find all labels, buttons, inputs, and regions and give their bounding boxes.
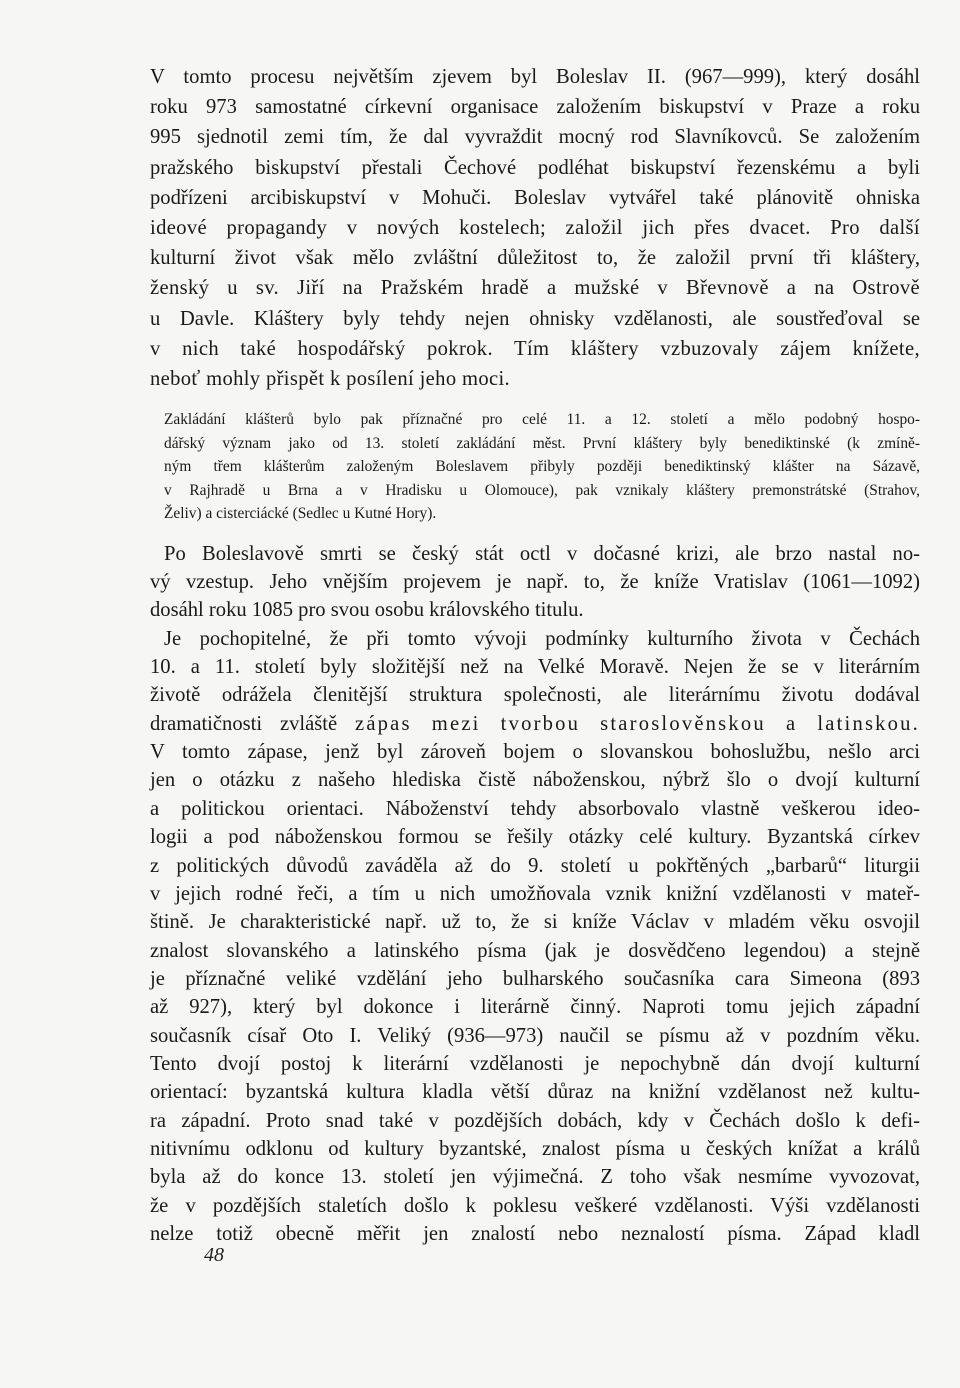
paragraph-main [150, 540, 920, 1249]
text-line: že v pozdějších staletích došlo k poklesu veškeré vzdělanosti. Výši vzdělanosti [150, 1194, 920, 1217]
text-line: 10. a 11. století byly složitější než na Velké Moravě. Nejen že se v literárním [150, 656, 920, 679]
text-line: a politickou orientaci. Náboženství tehdy absorbovalo vlastně veškerou ideo- [150, 797, 920, 820]
text-line: V tomto procesu největším zjevem byl Boleslav II. (967—999), který dosáhl [150, 66, 920, 88]
text-line: ideové propagandy v nových kostelech; založil jich přes dvacet. Pro další [150, 217, 920, 240]
text-run: dramatičnosti zvláště [150, 712, 355, 735]
text-line: kulturní život však mělo zvláštní důležitost to, že založil první tři kláštery, [150, 247, 920, 270]
text-line: vý vzestup. Jeho vnějším projevem je např. to, že kníže Vratislav (1061—1092) [150, 571, 920, 594]
text-line: životě odrážela členitější struktura společnosti, ale literárnímu životu dodával [150, 684, 920, 707]
text-line: neboť mohly přispět k posílení jeho moci. [150, 368, 511, 391]
text-line: orientací: byzantská kultura kladla větší důraz na knižní vzdělanost než kultu- [150, 1081, 920, 1104]
text-line: jen o otázku z našeho hlediska čistě náboženskou, nýbrž šlo o dvojí kulturní [150, 769, 920, 792]
text-line: nelze totiž obecně měřit jen znalostí nebo neznalostí písma. Západ kladl [150, 1222, 920, 1245]
text-line: z politických důvodů zaváděla až do 9. století u pokřtěných „barbarů“ liturgii [150, 854, 920, 877]
text-line: Tento dvojí postoj k literární vzdělanosti je nepochybně dán dvojí kulturní [150, 1052, 920, 1075]
text-line: ženský u sv. Jiří na Pražském hradě a mužské v Břevnově a na Ostrově [150, 277, 920, 300]
note-line: v Rajhradě u Brna a v Hradisku u Olomouce), pak vznikaly kláštery premonstrátské (Strahov, [164, 481, 920, 499]
note-line: Želiv) a cisterciácké (Sedlec u Kutné Hory). [164, 505, 437, 523]
text-line: znalost slovanského a latinského písma (jak je dosvědčeno legendou) a stejně [150, 939, 920, 962]
text-line: ra západní. Proto snad také v pozdějších dobách, kdy v Čechách došlo k defi- [150, 1109, 920, 1132]
page-text [150, 62, 920, 1248]
text-line: je příznačné veliké vzdělání jeho bulharského současníka cara Simeona (893 [150, 967, 920, 990]
text-line: podřízeni arcibiskupství v Mohuči. Boleslav vytvářel také plánovitě ohniska [150, 186, 920, 209]
text-line: V tomto zápase, jenž byl zároveň bojem o slovanskou bohoslužbu, nešlo arci [150, 741, 920, 764]
note-line: ným třem klášterům založeným Boleslavem přibyly později benediktinský klášter na Sázavě, [164, 458, 920, 476]
text-line: Je pochopitelné, že při tomto vývoji podmínky kulturního života v Čechách [164, 627, 920, 650]
text-line: dosáhl roku 1085 pro svou osobu královského titulu. [150, 599, 584, 622]
text-line: až 927), který byl dokonce i literárně činný. Naproti tomu jejich západní [150, 996, 920, 1019]
text-line: roku 973 samostatné církevní organisace založením biskupství v Praze a roku [150, 96, 920, 119]
text-line: současník císař Oto I. Veliký (936—973) naučil se písmu až v pozdním věku. [150, 1024, 920, 1047]
note-small-print [150, 408, 920, 526]
text-line: 995 sjednotil zemi tím, že dal vyvraždit mocný rod Slavníkovců. Se založením [150, 126, 920, 149]
text-line: štině. Je charakteristické např. už to, že si kníže Václav v mladém věku osvojil [150, 911, 920, 934]
text-line: pražského biskupství přestali Čechové podléhat biskupství řezenskému a byli [150, 156, 920, 179]
page-number: 48 [204, 1244, 224, 1266]
text-line: Po Boleslavově smrti se český stát octl v dočasné krizi, ale brzo nastal no- [164, 542, 920, 565]
note-line: dářský význam jako od 13. století zakládání měst. První kláštery byly benediktinské (k zmíně- [164, 434, 920, 452]
emphasized-phrase: zápas mezi tvorbou staroslověnskou a latinskou. [354, 712, 920, 735]
text-line: u Davle. Kláštery byly tehdy nejen ohnisky vzdělanosti, ale soustřeďoval se [150, 307, 920, 330]
text-line-emphasis [150, 710, 920, 738]
paragraph-intro [150, 62, 920, 394]
note-line: Zakládání klášterů bylo pak příznačné pro celé 11. a 12. století a mělo podobný hospo- [164, 411, 920, 429]
text-line: byla až do konce 13. století jen výjimečná. Z toho však nesmíme vyvozovat, [150, 1166, 920, 1189]
text-line: nitivnímu odklonu od kultury byzantské, znalost písma u českých knížat a králů [150, 1137, 920, 1160]
text-line: v jejich rodné řeči, a tím u nich umožňovala vznik knižní vzdělanosti v mateř- [150, 882, 920, 905]
text-line: v nich také hospodářský pokrok. Tím kláštery vzbuzovaly zájem knížete, [150, 337, 920, 360]
text-line: logii a pod náboženskou formou se řešily otázky celé kultury. Byzantská církev [150, 826, 920, 849]
